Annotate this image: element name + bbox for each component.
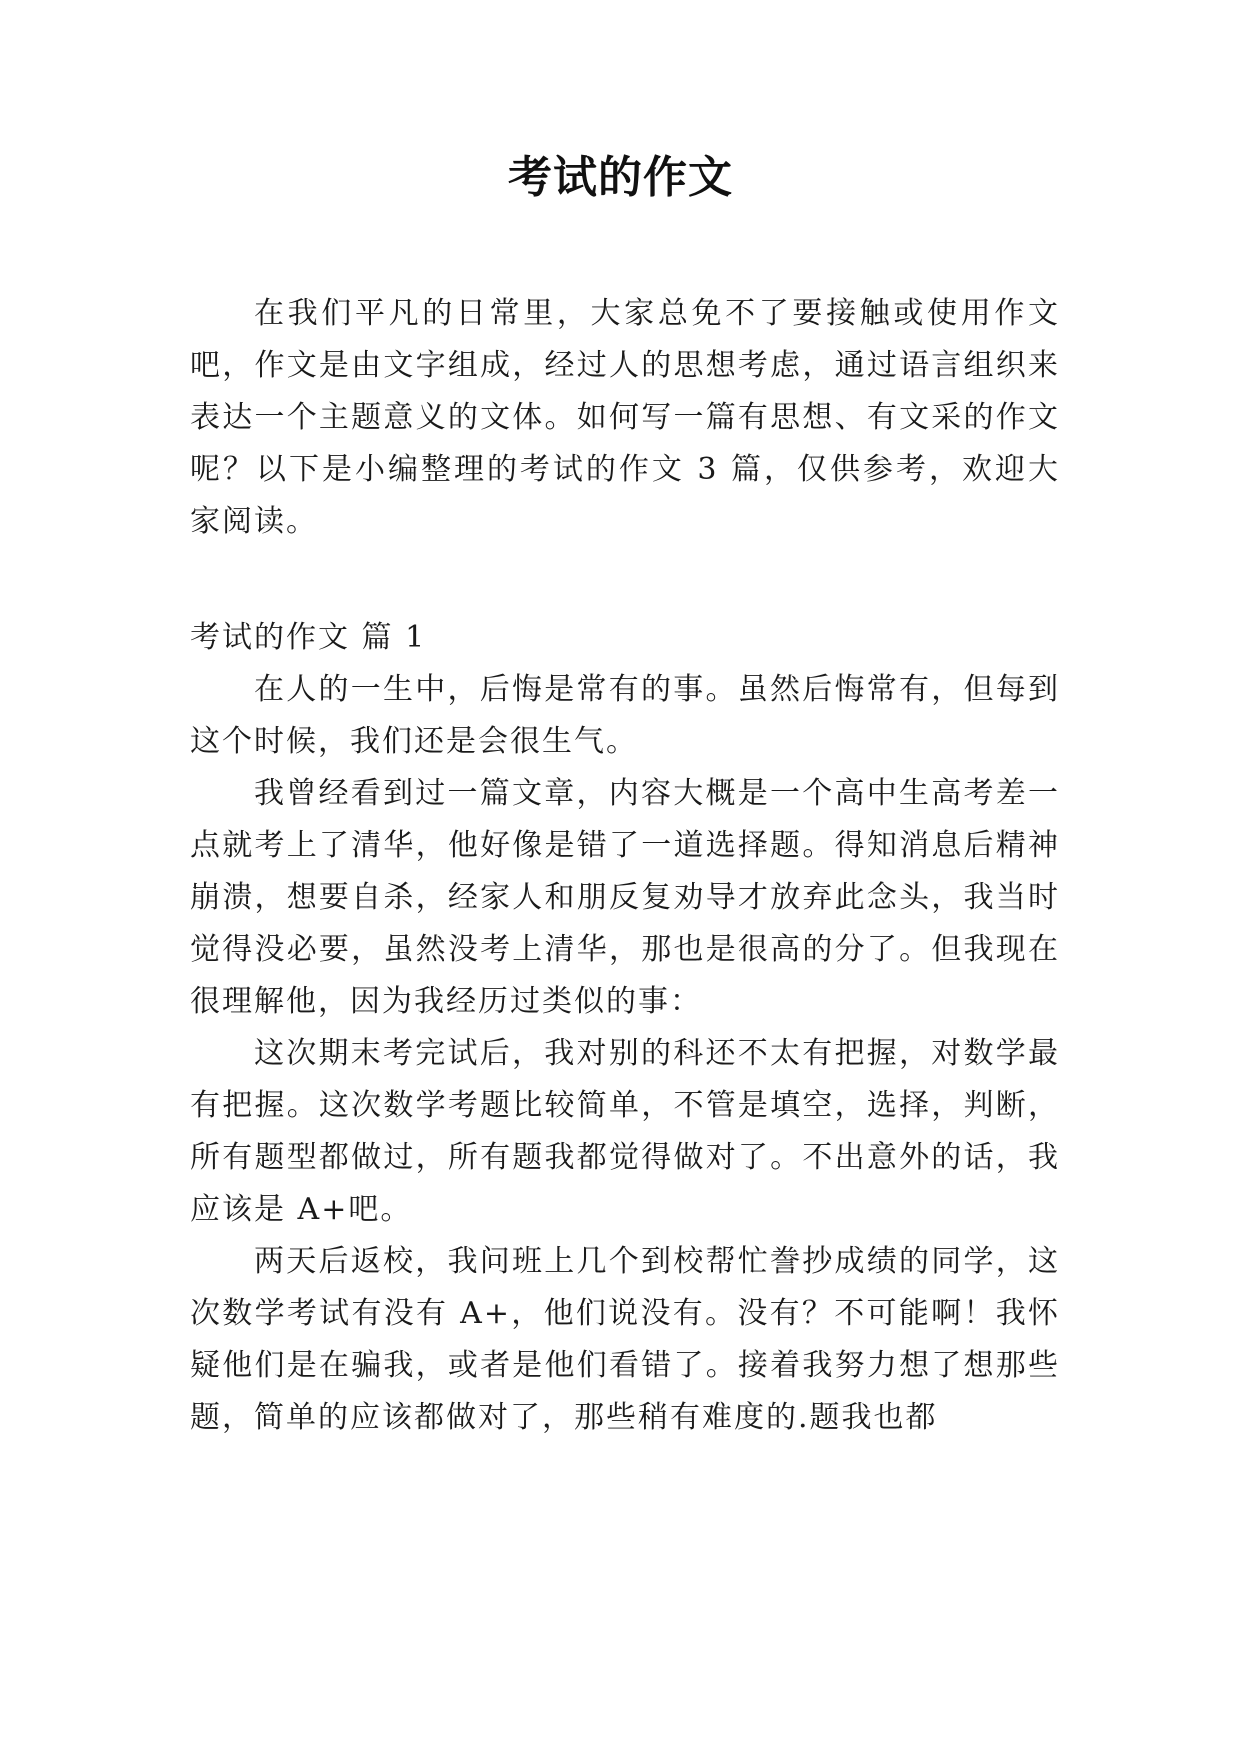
document-body — [190, 288, 1060, 1444]
section-heading: 考试的作文 篇 1 — [190, 620, 427, 655]
body-paragraph: 在人的一生中，后悔是常有的事。虽然后悔常有，但每到这个时候，我们还是会很生气。 — [190, 672, 1060, 759]
body-paragraph: 两天后返校，我问班上几个到校帮忙誊抄成绩的同学，这次数学考试有没有 A+，他们说没有。没有？不可能啊！我怀疑他们是在骗我，或者是他们看错了。接着我努力想了想那些题，简单的应该都做对了，那些稍有难度的.题我也都 — [190, 1244, 1060, 1435]
intro-paragraph: 在我们平凡的日常里，大家总免不了要接触或使用作文吧，作文是由文字组成，经过人的思想考虑，通过语言组织来表达一个主题意义的文体。如何写一篇有思想、有文采的作文呢？以下是小编整理的考试的作文 3 篇，仅供参考，欢迎大家阅读。 — [190, 296, 1060, 539]
document-title: 考试的作文 — [508, 152, 733, 203]
body-paragraph: 我曾经看到过一篇文章，内容大概是一个高中生高考差一点就考上了清华，他好像是错了一道选择题。得知消息后精神崩溃，想要自杀，经家人和朋反复劝导才放弃此念头，我当时觉得没必要，虽然没考上清华，那也是很高的分了。但我现在很理解他，因为我经历过类似的事： — [190, 776, 1060, 1019]
body-paragraph: 这次期末考完试后，我对别的科还不太有把握，对数学最有把握。这次数学考题比较简单，不管是填空，选择，判断，所有题型都做过，所有题我都觉得做对了。不出意外的话，我应该是 A+吧。 — [190, 1036, 1060, 1227]
